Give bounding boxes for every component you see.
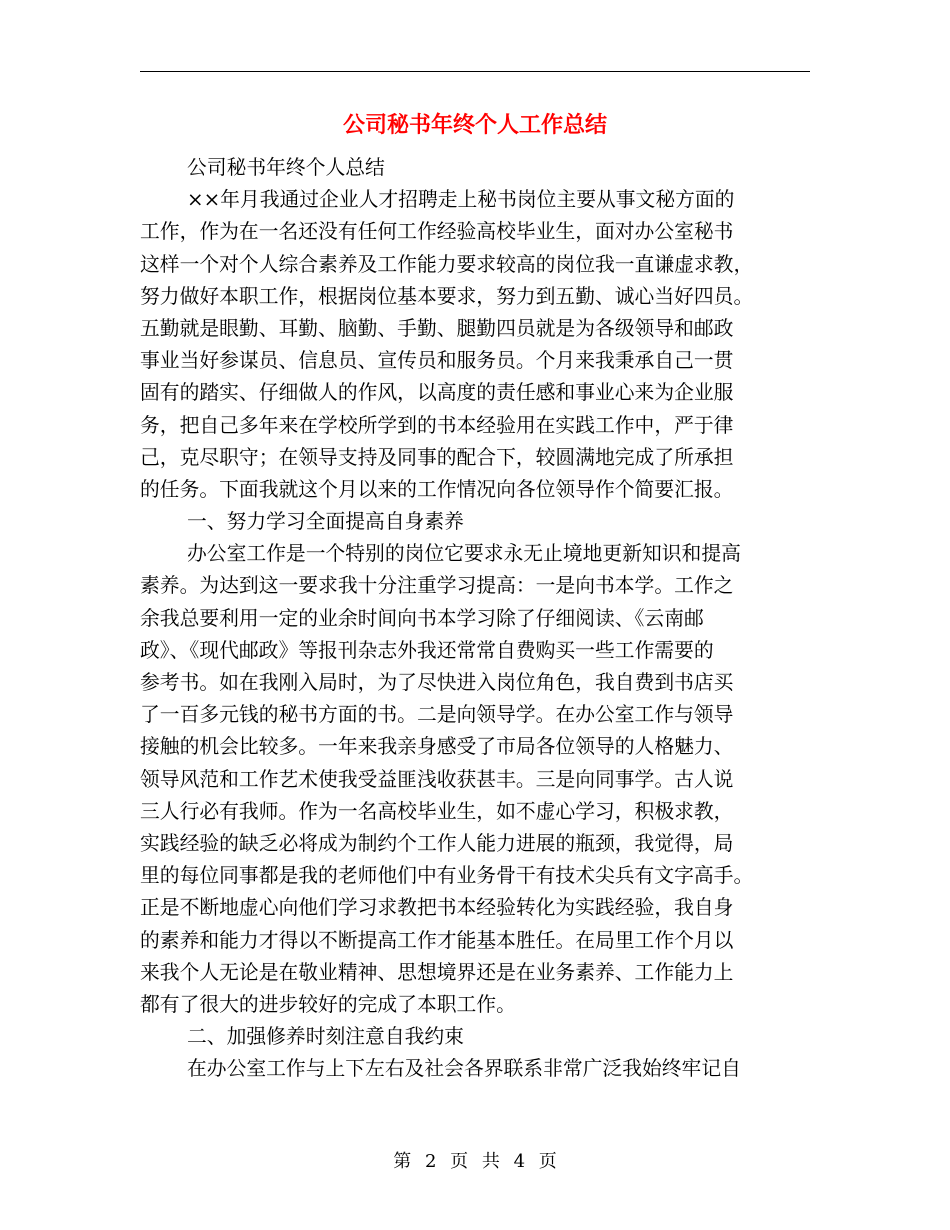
document-title: 公司秘书年终个人工作总结 [342, 112, 607, 138]
paragraph-line: 政》、《现代邮政》等报刊杂志外我还常常自费购买一些工作需要的 [140, 638, 714, 662]
paragraph-line: 在办公室工作与上下左右及社会各界联系非常广泛我始终牢记自 [187, 1057, 741, 1081]
paragraph-line: 努力做好本职工作，根据岗位基本要求，努力到五勤、诚心当好四员。 [140, 284, 754, 308]
paragraph-line: 办公室工作是一个特别的岗位它要求永无止境地更新知识和提高 [187, 542, 741, 566]
subtitle-line: 公司秘书年终个人总结 [187, 156, 385, 179]
paragraph-line: 余我总要利用一定的业余时间向书本学习除了仔细阅读、《云南邮 [140, 606, 704, 630]
footer-label-ye2: 页 [538, 1151, 557, 1172]
paragraph-line: 来我个人无论是在敬业精神、思想境界还是在业务素养、工作能力上 [140, 960, 734, 984]
paragraph-line: 事业当好参谋员、信息员、宣传员和服务员。个月来我秉承自己一贯 [140, 349, 734, 373]
footer-current-page: 2 [424, 1151, 437, 1172]
paragraph-line: 的任务。下面我就这个月以来的工作情况向各位领导作个简要汇报。 [140, 477, 734, 501]
paragraph-line: 这样一个对个人综合素养及工作能力要求较高的岗位我一直谦虚求教， [140, 252, 754, 276]
paragraph-line: 都有了很大的进步较好的完成了本职工作。 [140, 992, 516, 1016]
paragraph-line: 工作，作为在一名还没有任何工作经验高校毕业生，面对办公室秘书 [140, 220, 734, 244]
paragraph-line: 三人行必有我师。作为一名高校毕业生，如不虚心学习，积极求教， [140, 799, 734, 823]
header-rule [140, 71, 810, 72]
footer-label-ye: 页 [450, 1151, 469, 1172]
footer-label-total: 共 [481, 1151, 500, 1172]
paragraph-line: 了一百多元钱的秘书方面的书。二是向领导学。在办公室工作与领导 [140, 703, 734, 727]
paragraph-line: 领导风范和工作艺术使我受益匪浅收获甚丰。三是向同事学。古人说 [140, 767, 734, 791]
section-heading: 二、加强修养时刻注意自我约束 [187, 1025, 464, 1049]
paragraph-line: 正是不断地虚心向他们学习求教把书本经验转化为实践经验，我自身 [140, 896, 734, 920]
paragraph-line: 里的每位同事都是我的老师他们中有业务骨干有技术尖兵有文字高手。 [140, 864, 754, 888]
paragraph-line: 接触的机会比较多。一年来我亲身感受了市局各位领导的人格魅力、 [140, 735, 734, 759]
paragraph-line: 务，把自己多年来在学校所学到的书本经验用在实践工作中，严于律 [140, 413, 734, 437]
page-footer [0, 1150, 950, 1174]
paragraph-line: 五勤就是眼勤、耳勤、脑勤、手勤、腿勤四员就是为各级领导和邮政 [140, 316, 734, 340]
section-heading: 一、努力学习全面提高自身素养 [187, 510, 464, 534]
document-body [140, 152, 800, 1085]
footer-total-pages: 4 [513, 1151, 526, 1172]
paragraph-line: 素养。为达到这一要求我十分注重学习提高：一是向书本学。工作之 [140, 574, 734, 598]
paragraph-line: 己，克尽职守；在领导支持及同事的配合下，较圆满地完成了所承担 [140, 445, 734, 469]
paragraph-line: 实践经验的缺乏必将成为制约个工作人能力进展的瓶颈，我觉得，局 [140, 831, 734, 855]
paragraph-line: ××年月我通过企业人才招聘走上秘书岗位主要从事文秘方面的 [187, 188, 735, 212]
footer-label-page: 第 [393, 1151, 412, 1172]
paragraph-line: 参考书。如在我刚入局时，为了尽快进入岗位角色，我自费到书店买 [140, 671, 734, 694]
paragraph-line: 固有的踏实、仔细做人的作风，以高度的责任感和事业心来为企业服 [140, 381, 734, 405]
paragraph-line: 的素养和能力才得以不断提高工作才能基本胜任。在局里工作个月以 [140, 928, 734, 952]
